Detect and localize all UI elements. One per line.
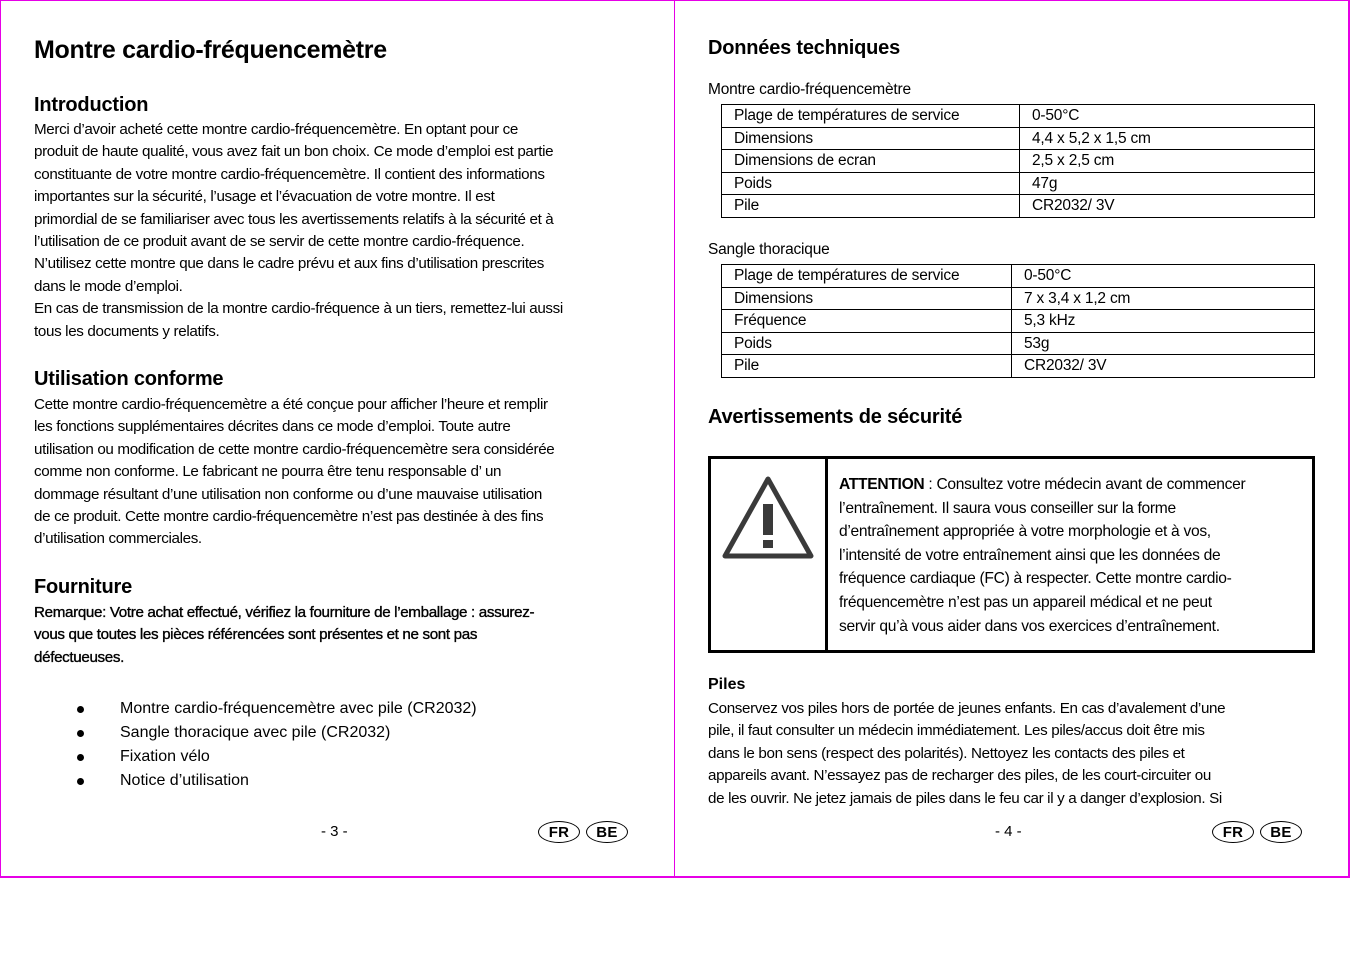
list-item-label: Notice d’utilisation xyxy=(120,772,249,789)
page-3 xyxy=(34,0,640,876)
watch-table-caption: Montre cardio-fréquencemètre xyxy=(708,81,911,98)
spec-value: 5,3 kHz xyxy=(1012,310,1315,333)
text-line: tous les documents y relatifs. xyxy=(34,322,220,340)
spec-value: 0-50°C xyxy=(1012,265,1315,288)
spec-value: 0-50°C xyxy=(1020,105,1315,128)
table-row xyxy=(722,265,1315,288)
spec-value: 53g xyxy=(1012,332,1315,355)
table-row xyxy=(722,195,1315,218)
list-item xyxy=(77,697,477,721)
contents-list xyxy=(77,697,477,793)
text-line: constituante de votre montre cardio-fréquencemètre. Il contient des informations xyxy=(34,165,545,183)
bullet-icon xyxy=(77,754,84,761)
text-line: En cas de transmission de la montre cardio-fréquence à un tiers, remettez-lui aussi xyxy=(34,300,563,318)
spec-label: Pile xyxy=(722,355,1012,378)
technical-data-heading: Données techniques xyxy=(708,37,900,59)
text-line: dommage résultant d’une utilisation non conforme ou d’une mauvaise utilisation xyxy=(34,485,542,503)
text-line: les fonctions supplémentaires décrites dans ce mode d’emploi. Toute autre xyxy=(34,418,511,436)
fourniture-remark xyxy=(34,602,534,669)
page-title: Montre cardio-fréquencemètre xyxy=(34,36,387,64)
text-line: l’intensité de votre entraînement ainsi que les données de xyxy=(839,546,1221,564)
country-badges xyxy=(1212,821,1302,843)
spec-label: Dimensions de ecran xyxy=(722,150,1020,173)
spec-label: Fréquence xyxy=(722,310,1012,333)
country-badge-fr: FR xyxy=(538,821,580,843)
text-fragment: : Consultez votre médecin avant de commencer xyxy=(924,476,1246,493)
page-number: - 3 - xyxy=(321,823,348,840)
spec-value: CR2032/ 3V xyxy=(1020,195,1315,218)
introduction-text xyxy=(34,119,563,343)
page-number: - 4 - xyxy=(995,823,1022,840)
table-row xyxy=(722,332,1315,355)
text-line: primordial de se familiariser avec tous les avertissements relatifs à la sécurité et à xyxy=(34,210,554,228)
fourniture-heading: Fourniture xyxy=(34,576,132,598)
bullet-icon xyxy=(77,778,84,785)
attention-box xyxy=(708,456,1315,653)
spec-value: 2,5 x 2,5 cm xyxy=(1020,150,1315,173)
spec-value: 7 x 3,4 x 1,2 cm xyxy=(1012,287,1315,310)
text-line: fréquencemètre n’est pas un appareil médical et ne peut xyxy=(839,593,1212,611)
text-line: vous que toutes les pièces référencées sont présentes et ne sont pas xyxy=(34,626,478,644)
text-line xyxy=(839,473,1245,497)
bullet-icon xyxy=(77,730,84,737)
text-line: Conservez vos piles hors de portée de jeunes enfants. En cas d’avalement d’une xyxy=(708,700,1226,717)
list-item-label: Montre cardio-fréquencemètre avec pile (CR2032) xyxy=(120,700,477,717)
bullet-icon xyxy=(77,706,84,713)
page-divider xyxy=(674,0,675,877)
spec-label: Plage de températures de service xyxy=(722,265,1012,288)
piles-heading: Piles xyxy=(708,676,746,693)
text-line: de ce produit. Cette montre cardio-fréquencemètre n’est pas destinée à des fins xyxy=(34,508,544,526)
text-line: utilisation ou modification de cette montre cardio-fréquencemètre sera considérée xyxy=(34,440,555,458)
spec-value: 47g xyxy=(1020,172,1315,195)
watch-spec-table xyxy=(721,104,1315,218)
strap-table-caption: Sangle thoracique xyxy=(708,241,830,258)
text-line: l’utilisation de ce produit avant de se servir de cette montre cardio-fréquence. xyxy=(34,233,525,251)
table-row xyxy=(722,172,1315,195)
attention-label: ATTENTION xyxy=(839,476,925,493)
table-row xyxy=(722,310,1315,333)
list-item-label: Fixation vélo xyxy=(120,748,210,765)
country-badge-fr: FR xyxy=(1212,821,1254,843)
text-line: produit de haute qualité, vous avez fait un bon choix. Ce mode d’emploi est partie xyxy=(34,143,554,161)
table-row xyxy=(722,127,1315,150)
text-line: dans le mode d’emploi. xyxy=(34,277,183,295)
page-4 xyxy=(708,0,1315,876)
text-line: dans le bon sens (respect des polarités). Nettoyez les contacts des piles et xyxy=(708,744,1185,762)
text-line: N’utilisez cette montre que dans le cadre prévu et aux fins d’utilisation prescrites xyxy=(34,255,545,273)
spec-label: Dimensions xyxy=(722,287,1012,310)
list-item xyxy=(77,745,477,769)
text-line: de les ouvrir. Ne jetez jamais de piles dans le feu car il y a danger d’explosion. Si xyxy=(708,789,1222,807)
text-line: comme non conforme. Le fabricant ne pourra être tenu responsable d’ un xyxy=(34,463,502,481)
spec-label: Dimensions xyxy=(722,127,1020,150)
text-line: appareils avant. N’essayez pas de recharger des piles, de les court-circuiter ou xyxy=(708,767,1211,785)
piles-text xyxy=(708,698,1225,810)
safety-heading: Avertissements de sécurité xyxy=(708,406,963,428)
list-item-label: Sangle thoracique avec pile (CR2032) xyxy=(120,724,391,741)
spec-label: Plage de températures de service xyxy=(722,105,1020,128)
list-item xyxy=(77,721,477,745)
text-line: Merci d’avoir acheté cette montre cardio-fréquencemètre. En optant pour ce xyxy=(34,121,518,138)
attention-text xyxy=(828,459,1255,650)
warning-triangle-icon xyxy=(720,474,816,562)
table-row xyxy=(722,355,1315,378)
list-item xyxy=(77,769,477,793)
spec-label: Pile xyxy=(722,195,1020,218)
spec-value: CR2032/ 3V xyxy=(1012,355,1315,378)
text-line: Remarque: Votre achat effectué, vérifiez la fourniture de l’emballage : assurez- xyxy=(34,604,535,621)
text-line: d’utilisation commerciales. xyxy=(34,530,202,548)
introduction-heading: Introduction xyxy=(34,94,149,116)
table-row xyxy=(722,287,1315,310)
text-line: pile, il faut consulter un médecin immédiatement. Les piles/accus doit être mis xyxy=(708,722,1205,740)
country-badge-be: BE xyxy=(586,821,628,843)
text-line: défectueuses. xyxy=(34,648,125,666)
text-line: d’entraînement appropriée à votre morphologie et à vos, xyxy=(839,523,1211,541)
warning-icon-cell xyxy=(711,459,828,650)
table-row xyxy=(722,150,1315,173)
table-row xyxy=(722,105,1315,128)
text-line: l’entraînement. Il saura vous conseiller sur la forme xyxy=(839,499,1176,517)
strap-spec-table xyxy=(721,264,1315,378)
utilisation-heading: Utilisation conforme xyxy=(34,368,224,390)
text-line: Cette montre cardio-fréquencemètre a été conçue pour afficher l’heure et remplir xyxy=(34,396,548,413)
spec-label: Poids xyxy=(722,172,1020,195)
country-badge-be: BE xyxy=(1260,821,1302,843)
text-line: importantes sur la sécurité, l’usage et l’évacuation de votre montre. Il est xyxy=(34,188,495,206)
text-line: fréquence cardiaque (FC) à respecter. Cette montre cardio- xyxy=(839,570,1232,588)
text-line: servir qu’à vous aider dans vos exercices d’entraînement. xyxy=(839,617,1220,635)
spec-value: 4,4 x 5,2 x 1,5 cm xyxy=(1020,127,1315,150)
utilisation-text xyxy=(34,394,554,551)
country-badges xyxy=(538,821,628,843)
spec-label: Poids xyxy=(722,332,1012,355)
